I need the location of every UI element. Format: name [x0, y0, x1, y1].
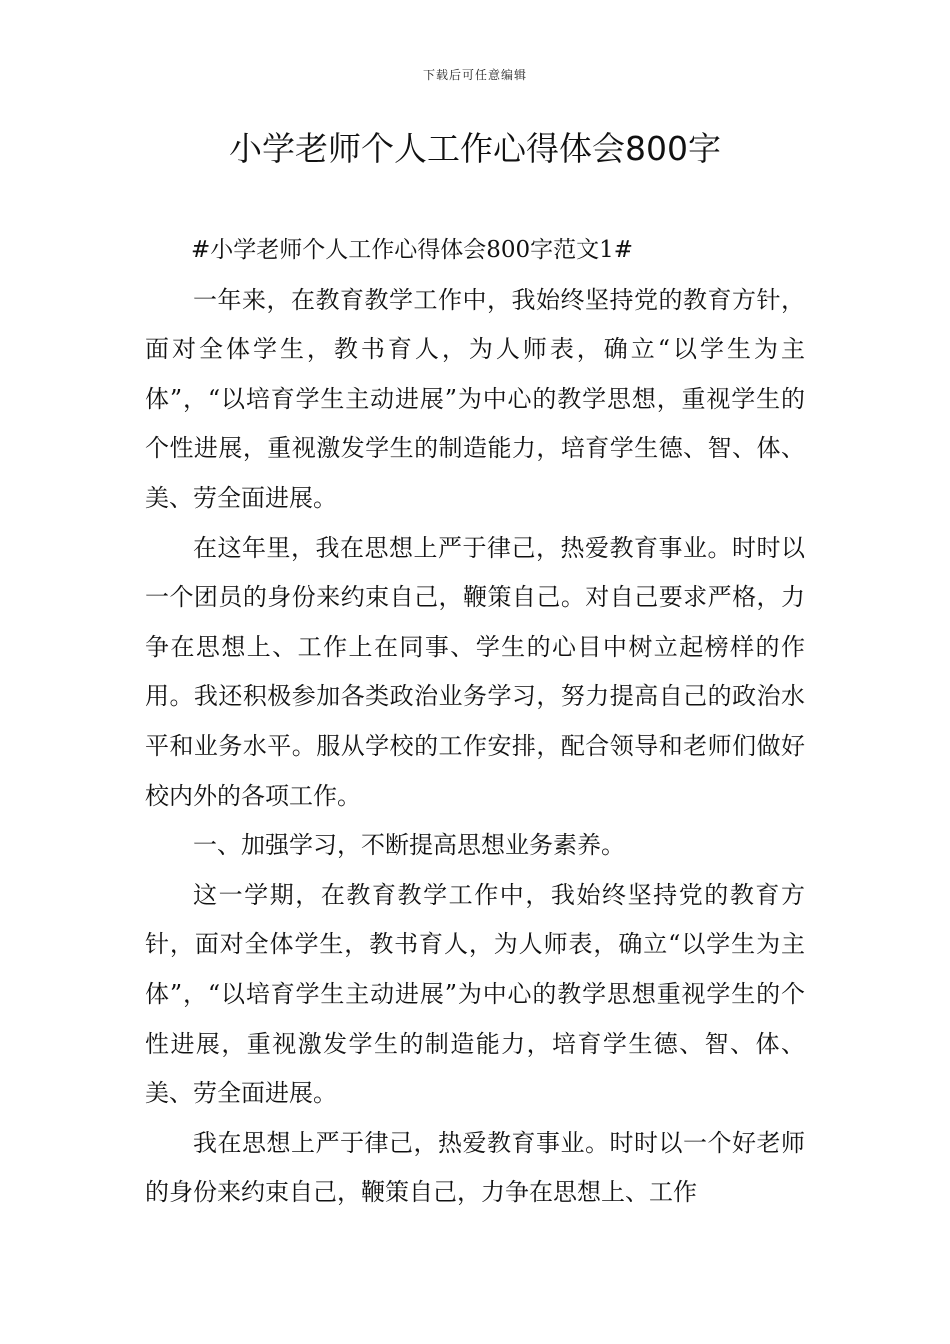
paragraph: 我在思想上严于律己，热爱教育事业。时时以一个好老师的身份来约束自己，鞭策自己，力争在思想上、工作	[145, 1128, 805, 1207]
paragraph: 一年来，在教育教学工作中，我始终坚持党的教育方针，面对全体学生，教书育人，为人师表，确立“以学生为主体”，“以培育学生主动进展”为中心的教学思想，重视学生的个性进展，重视激发学生的制造能力，培育学生德、智、体、美、劳全面进展。	[145, 285, 805, 512]
document-body	[145, 226, 805, 1218]
paragraph: 一、加强学习，不断提高思想业务素养。	[193, 831, 625, 860]
document-title: 小学老师个人工作心得体会800字	[229, 129, 721, 168]
paragraph: 在这年里，我在思想上严于律己，热爱教育事业。时时以一个团员的身份来约束自己，鞭策自己。对自己要求严格，力争在思想上、工作上在同事、学生的心目中树立起榜样的作用。我还积极参加各类政治业务学习，努力提高自己的政治水平和业务水平。服从学校的工作安排，配合领导和老师们做好校内外的各项工作。	[145, 533, 805, 810]
header-note: 下载后可任意编辑	[422, 68, 527, 82]
paragraph: 这一学期，在教育教学工作中，我始终坚持党的教育方针，面对全体学生，教书育人，为人师表，确立“以学生为主体”，“以培育学生主动进展”为中心的教学思想重视学生的个性进展，重视激发学生的制造能力，培育学生德、智、体、美、劳全面进展。	[145, 880, 805, 1108]
section-heading: #小学老师个人工作心得体会800字范文1#	[191, 237, 634, 263]
